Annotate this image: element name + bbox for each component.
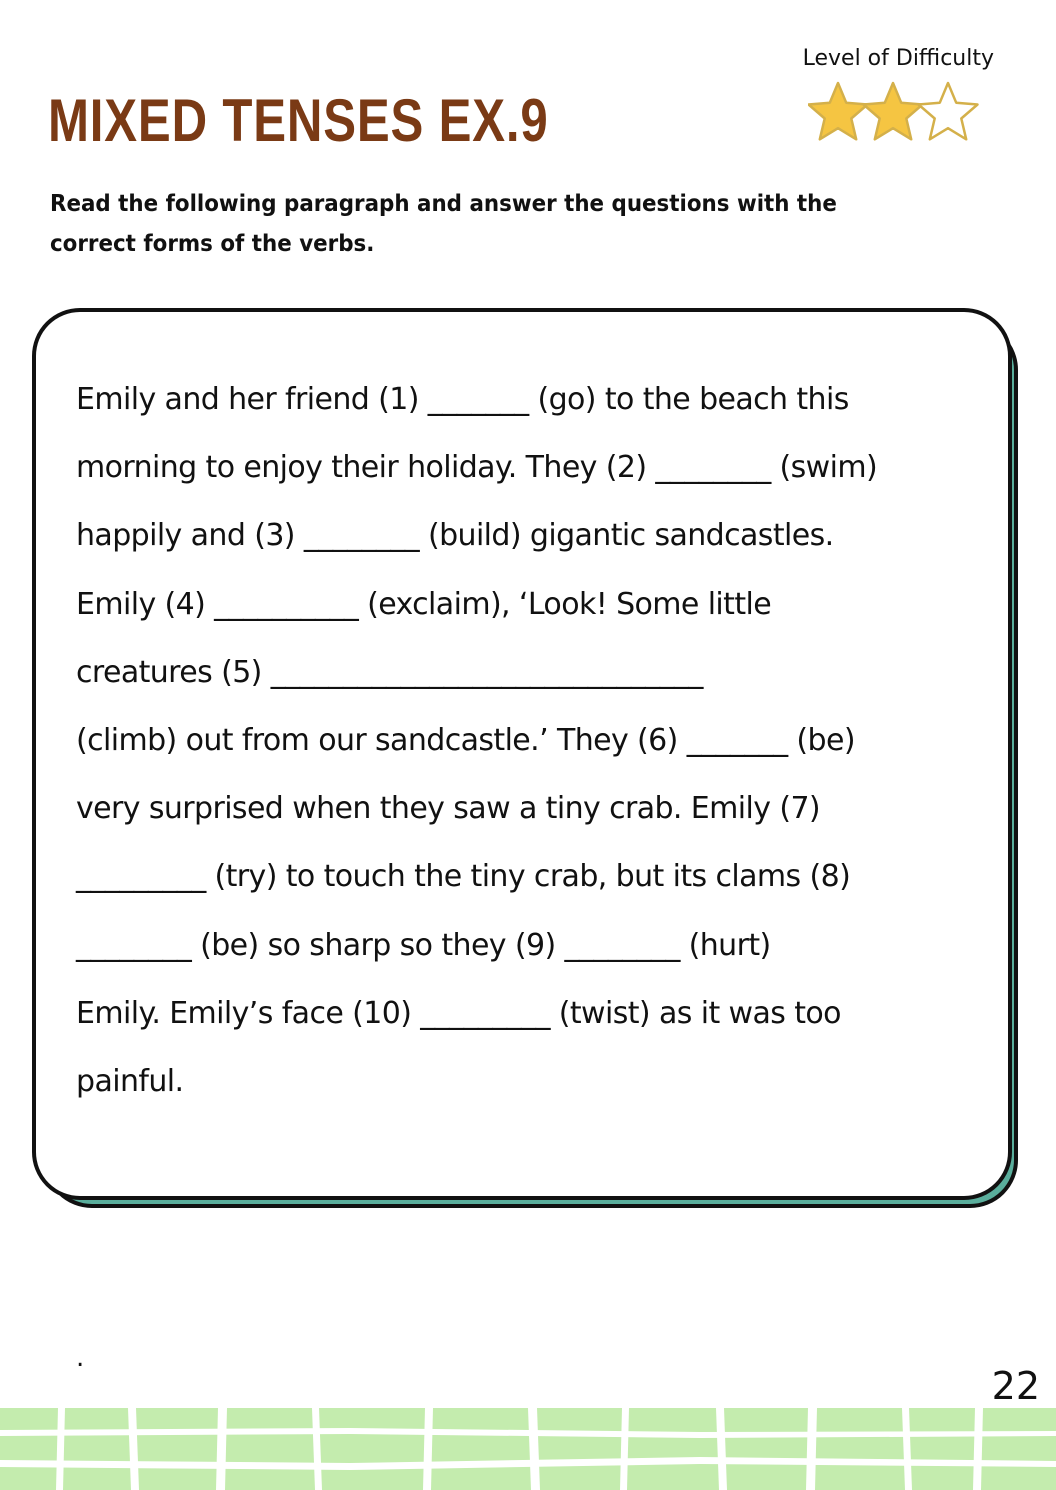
paragraph-line-8: _________ (try) to touch the tiny crab, but its clams (8) <box>76 859 851 895</box>
page-number: 22 <box>991 1364 1040 1408</box>
paragraph-line-11: painful. <box>76 1064 184 1100</box>
paragraph-line-4: Emily (4) __________ (exclaim), ‘Look! Some little <box>76 586 772 622</box>
difficulty-label: Level of Difficulty <box>802 46 994 71</box>
star-3-empty-icon <box>919 83 978 139</box>
paragraph-line-1: Emily and her friend (1) _______ (go) to the beach this <box>76 382 849 417</box>
star-1-filled-icon <box>809 83 868 139</box>
paragraph-line-5: creatures (5) ______________________________ <box>76 654 703 690</box>
difficulty-stars <box>808 80 982 146</box>
footer-grid-pattern <box>0 1408 1056 1490</box>
exercise-paragraph <box>76 366 981 1116</box>
page-title: MIXED TENSES EX.9 <box>48 87 549 154</box>
paragraph-line-9: ________ (be) so sharp so they (9) ________ (hurt) <box>76 927 771 963</box>
paragraph-line-3: happily and (3) ________ (build) gigantic sandcastles. <box>76 518 834 554</box>
star-2-filled-icon <box>864 83 923 139</box>
instructions: Read the following paragraph and answer the questions with the correct forms of the verbs. <box>50 191 837 257</box>
paragraph-line-7: very surprised when they saw a tiny crab. Emily (7) <box>76 791 821 827</box>
paragraph-line-2: morning to enjoy their holiday. They (2) ________ (swim) <box>76 450 878 486</box>
paragraph-line-6: (climb) out from our sandcastle.’ They (6) _______ (be) <box>76 723 855 759</box>
footer-dot: . <box>76 1343 85 1373</box>
paragraph-line-10: Emily. Emily’s face (10) _________ (twist) as it was too <box>76 995 841 1031</box>
